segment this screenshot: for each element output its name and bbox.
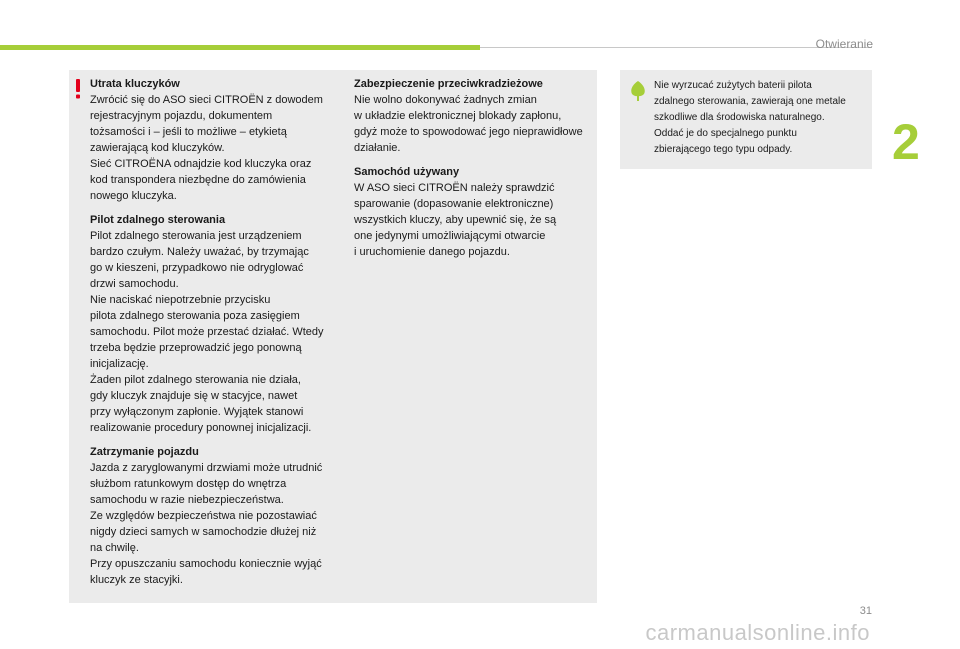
battery-disposal-text: Nie wyrzucać zużytych baterii pilota zdalnego sterowania, zawierają one metale szkodliwe dla środowiska naturalnego. Oddać je do specjalnego punktu zbierającego tego typu odpady. <box>654 80 846 155</box>
vehicle-stop-section <box>90 444 342 588</box>
watermark: carmanualsonline.info <box>645 620 870 645</box>
chapter-number: 2 <box>892 114 920 170</box>
used-vehicle-title: Samochód używany <box>354 166 460 178</box>
vehicle-stop-title: Zatrzymanie pojazdu <box>90 446 199 458</box>
used-vehicle-text: W ASO sieci CITROËN należy sprawdzić sparowanie (dopasowanie elektroniczne) wszystkich kluczy, aby upewnić się, że są one jedynymi umożliwiającymi otwarcie i uruchomienie danego pojazdu. <box>354 182 557 258</box>
leaf-environment-icon <box>628 80 648 102</box>
vehicle-stop-text: Jazda z zaryglowanymi drzwiami może utrudnić służbom ratunkowym dostęp do wnętrza samochodu w razie niebezpieczeństwa. Ze względów bezpieczeństwa nie pozostawiać nigdy dzieci samych w samochodzie dłużej niż na chwilę. Przy opuszczaniu samochodu koniecznie wyjąć kluczyk ze stacyjki. <box>90 462 323 586</box>
anti-theft-section <box>354 76 590 156</box>
lost-keys-title: Utrata kluczyków <box>90 78 180 90</box>
left-column <box>90 76 342 596</box>
eco-column <box>654 78 868 158</box>
anti-theft-text: Nie wolno dokonywać żadnych zmian w układzie elektronicznej blokady zapłonu, gdyż może to spowodować jego nieprawidłowe działanie. <box>354 94 583 154</box>
page-number: 31 <box>859 605 872 617</box>
remote-control-title: Pilot zdalnego sterowania <box>90 214 226 226</box>
accent-bar <box>0 45 480 50</box>
lost-keys-section <box>90 76 342 204</box>
remote-control-section <box>90 212 342 436</box>
section-title: Otwieranie <box>815 37 873 51</box>
remote-control-text: Pilot zdalnego sterowania jest urządzeniem bardzo czułym. Należy uważać, by trzymając go w kieszeni, przypadkowo nie odryglować drzwi samochodu. Nie naciskać niepotrzebnie przycisku pilota zdalnego sterowania poza zasięgiem samochodu. Pilot może przestać działać. Wtedy trzeba będzie przeprowadzić jego ponowną inicjalizację. Żaden pilot zdalnego sterowania nie działa, gdy kluczyk znajduje się w stacyjce, nawet przy wyłączonym zapłonie. Wyjątek stanowi realizowanie procedury ponownej inicjalizacji. <box>90 230 324 434</box>
lost-keys-text: Zwrócić się do ASO sieci CITROËN z dowodem rejestracyjnym pojazdu, dokumentem tożsamości i – jeśli to możliwe – etykietą zawierającą kod kluczyków. Sieć CITROËNA odnajdzie kod kluczyka oraz kod transpondera niezbędne do zamówienia nowego kluczyka. <box>90 94 323 202</box>
middle-column <box>354 76 590 268</box>
header-divider <box>480 47 872 48</box>
anti-theft-title: Zabezpieczenie przeciwkradzieżowe <box>354 78 543 90</box>
exclamation-warning-icon <box>71 78 85 100</box>
used-vehicle-section <box>354 164 590 260</box>
